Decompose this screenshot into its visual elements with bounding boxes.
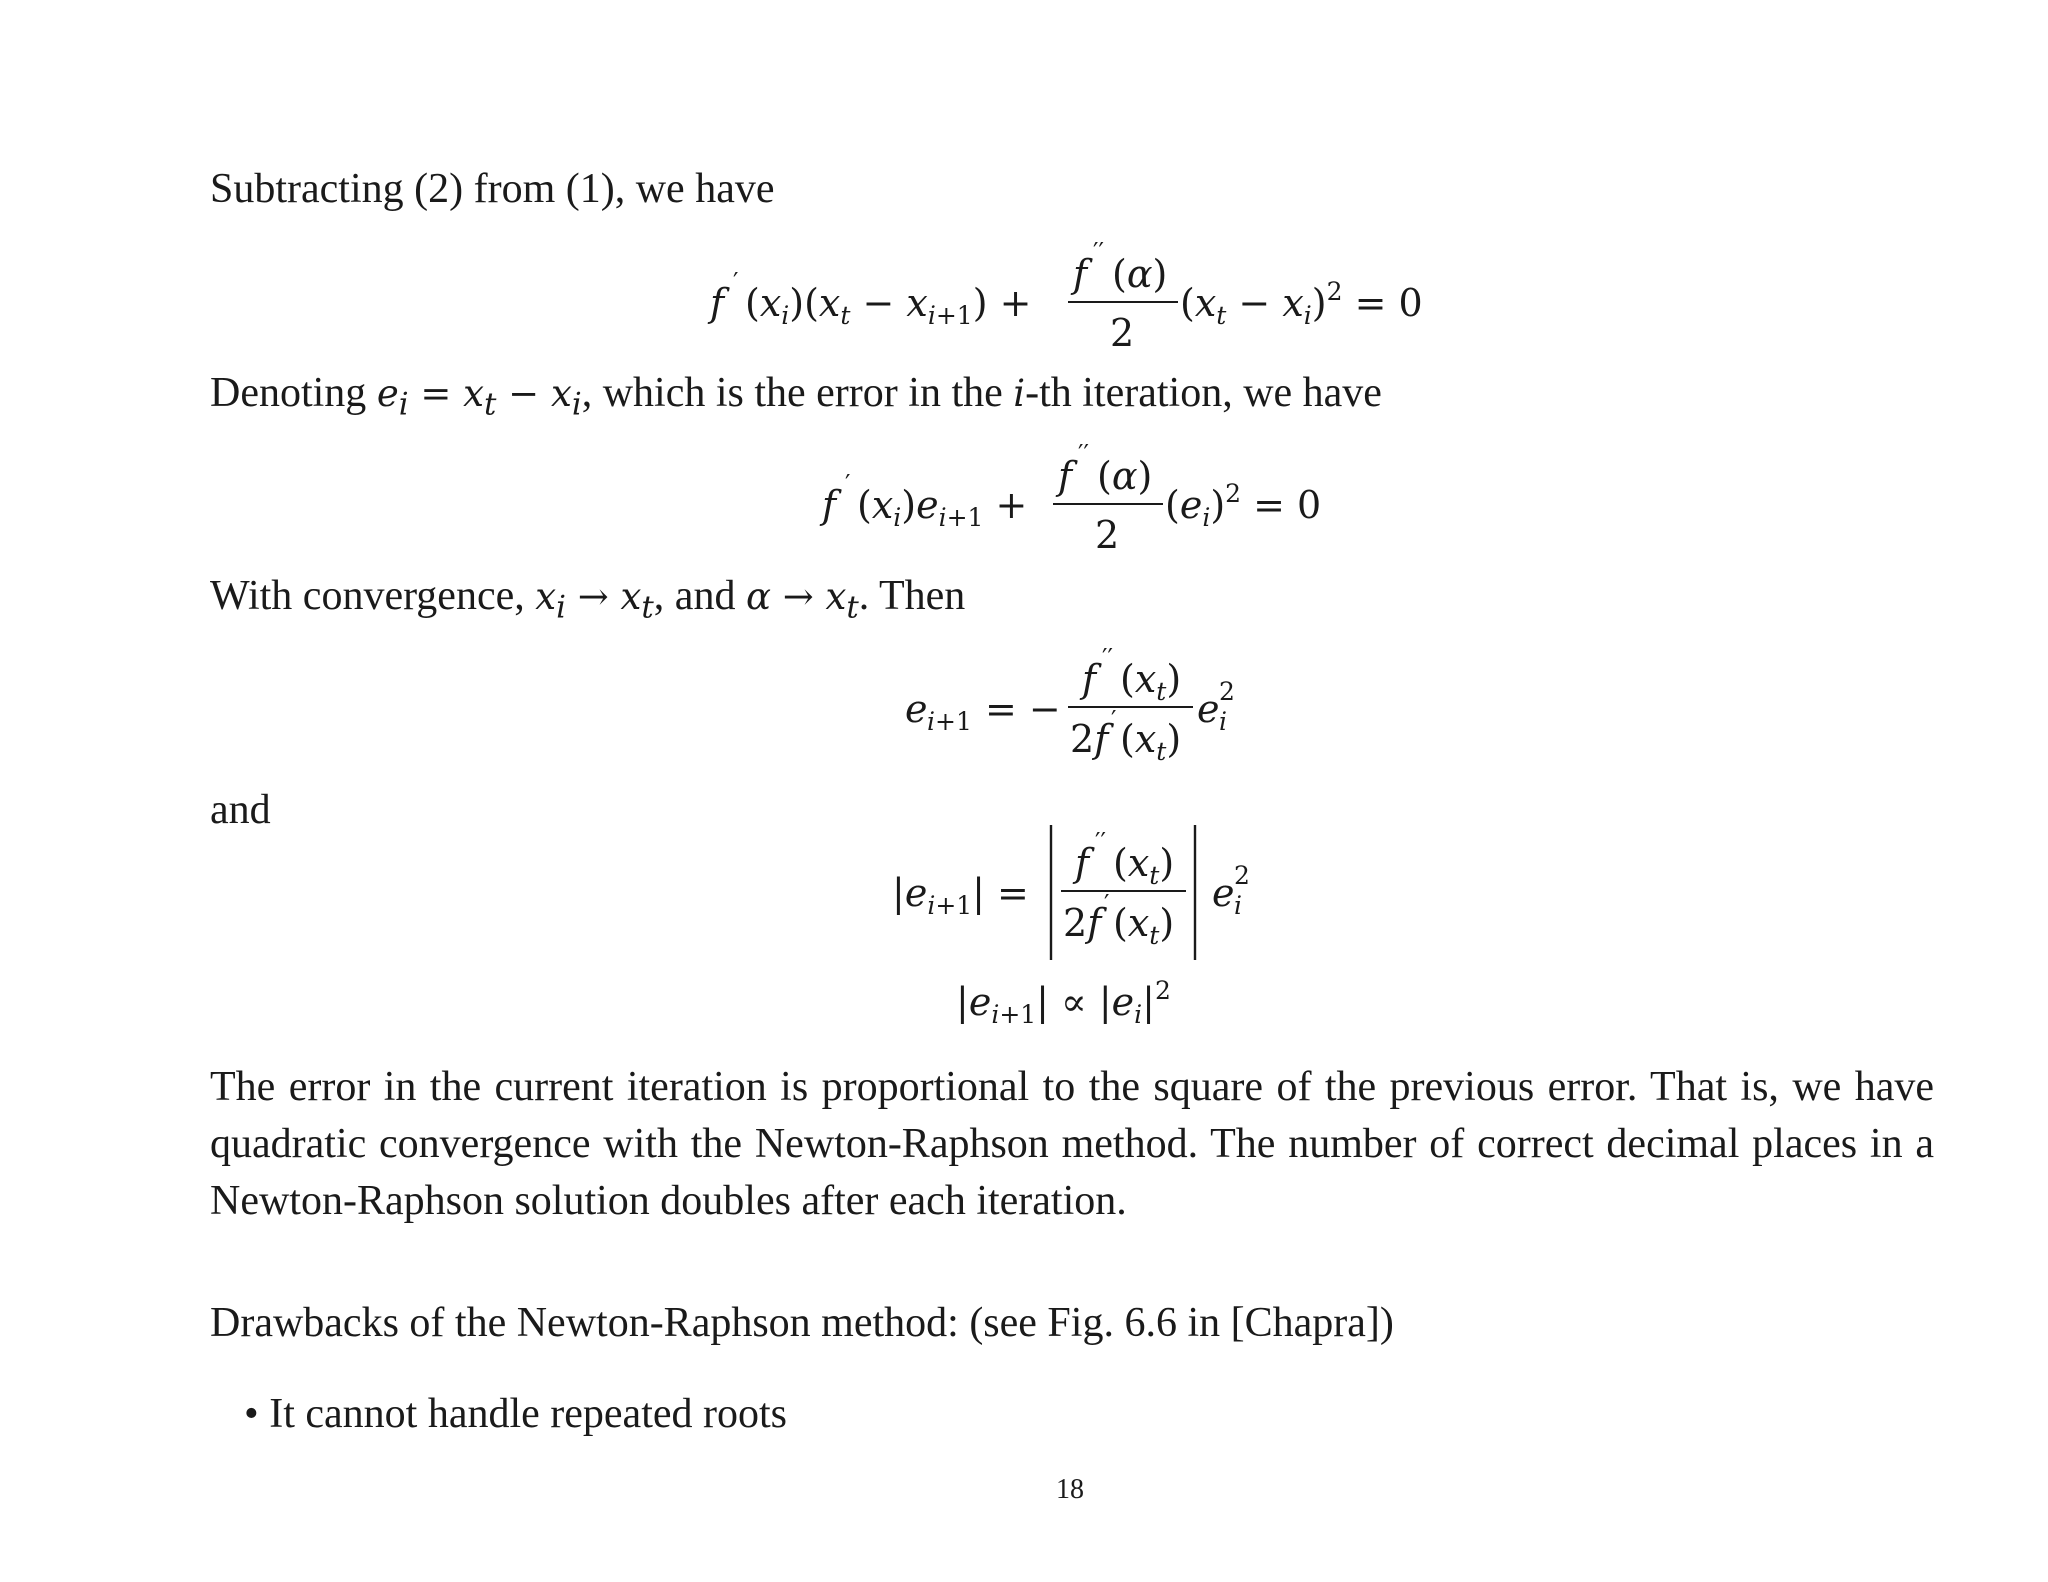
math-error-def: $e_i = x_t - x_i$	[376, 372, 582, 423]
svg-text:e: e	[1212, 871, 1235, 915]
svg-text:(xt): $(x_t)$	[1113, 841, 1175, 890]
svg-text:(α): (α)	[1112, 252, 1168, 296]
with-text-a: With convergence,	[210, 573, 536, 619]
svg-text:(α): (α)	[1097, 454, 1153, 498]
svg-text:f: f	[1082, 657, 1097, 701]
denoting-line	[210, 365, 1382, 433]
svg-text:′′: ′′	[1093, 238, 1104, 266]
svg-text:f: f	[1073, 252, 1088, 296]
svg-text:′: ′	[733, 268, 739, 296]
svg-text:f: f	[822, 483, 837, 527]
svg-text:2: 2	[1234, 861, 1250, 890]
math-i: i	[1013, 372, 1026, 415]
svg-text:f: f	[710, 281, 725, 325]
svg-text:′′: ′′	[1095, 828, 1106, 856]
svg-text:2: 2	[1219, 677, 1235, 706]
and-line: and	[210, 787, 271, 833]
denoting-text-b: , which is the error in the	[581, 370, 1014, 416]
drawbacks-heading: Drawbacks of the Newton-Raphson method: (see Fig. 6.6 in [Chapra])	[210, 1300, 1394, 1346]
body-paragraph: The error in the current iteration is proportional to the square of the previous error. That is, we have quadratic convergence with the Newton-Raphson method. The number of correct decimal places in a Newton-Raphson solution doubles after each iteration.	[210, 1064, 1934, 1224]
svg-text:′: ′	[845, 470, 851, 498]
svg-text:(xi)(xt − xi+1) +: $(x_i)(x_t - x_{i+1})$ +	[745, 281, 1032, 330]
svg-text:(ei)2 = 0: $(e_i)^2 = 0$	[1165, 479, 1322, 532]
svg-text:(xi)ei+1 +: $(x_i)e_{i+1}$ +	[857, 483, 1028, 532]
with-text-b: , and	[653, 573, 746, 619]
svg-text:e: e	[905, 687, 928, 731]
svg-text:f: f	[1075, 841, 1090, 885]
svg-text:′′: ′′	[1078, 440, 1089, 468]
svg-text:f: f	[1058, 454, 1073, 498]
svg-text:2: 2	[1095, 513, 1120, 557]
svg-text:′: ′	[1111, 706, 1117, 734]
svg-text:|ei+1| ∝ |ei|2: $|e_{i+1}| \propto |e_i|^2$	[956, 976, 1171, 1029]
bullet-text: It cannot handle repeated roots	[269, 1391, 787, 1437]
denoting-text-c: -th iteration, we have	[1025, 370, 1382, 416]
svg-text:= −: = −	[985, 687, 1061, 731]
intro-line-subtracting: Subtracting (2) from (1), we have	[210, 166, 775, 212]
svg-text:(xt): $(x_t)$	[1113, 901, 1175, 950]
svg-text:2: 2	[1110, 311, 1135, 355]
svg-text:|ei+1| =: $|e_{i+1}|$ =	[892, 871, 1029, 920]
svg-text:e: e	[1197, 687, 1220, 731]
svg-text:2f: 2f	[1070, 717, 1109, 761]
denoting-text-a: Denoting	[210, 370, 377, 416]
bullet-icon: •	[244, 1391, 259, 1437]
math-alpha-to-xt: $\alpha \to x_t$	[745, 575, 859, 626]
svg-text:i+1: i+1	[927, 707, 972, 736]
convergence-line	[210, 568, 965, 636]
svg-text:i: i	[1219, 707, 1227, 736]
svg-text:(xt): $(x_t)$	[1120, 657, 1182, 706]
math-xi-to-xt: $x_i \to x_t$	[535, 575, 654, 626]
svg-text:′: ′	[1104, 890, 1110, 918]
list-item	[244, 1386, 787, 1443]
svg-text:i: i	[1234, 891, 1242, 920]
svg-text:2f: 2f	[1063, 901, 1102, 945]
svg-text:′′: ′′	[1102, 644, 1113, 672]
svg-text:(xt): $(x_t)$	[1120, 717, 1182, 766]
with-text-c: . Then	[858, 573, 966, 619]
page-number: 18	[1056, 1474, 1084, 1505]
svg-text:(xt − xi)2 = 0: $(x_t - x_i)^2 = 0$	[1180, 277, 1423, 330]
